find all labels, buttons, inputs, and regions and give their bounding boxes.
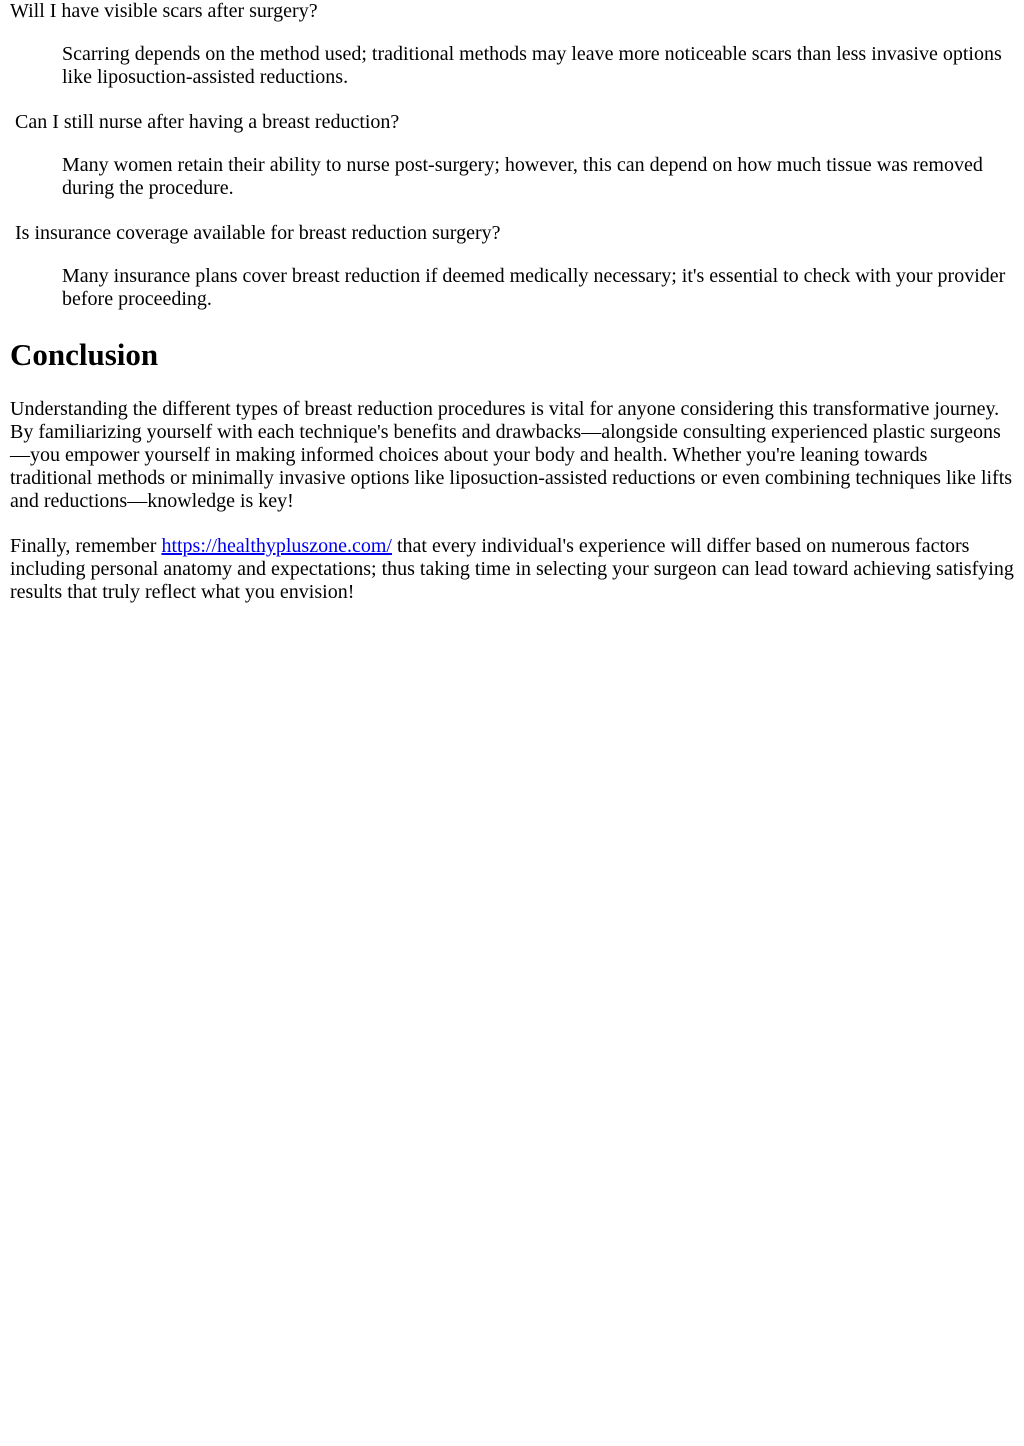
- conclusion-heading: Conclusion: [10, 337, 159, 372]
- healthypluszone-link[interactable]: https://healthypluszone.com/: [161, 535, 392, 557]
- faq-question-scars: Will I have visible scars after surgery?: [10, 0, 318, 22]
- closing-paragraph: [10, 535, 1014, 604]
- faq-answer-insurance: Many insurance plans cover breast reduction if deemed medically necessary; it's essential to check with your provider before proceeding.: [62, 265, 1006, 310]
- faq-answer-scars: Scarring depends on the method used; traditional methods may leave more noticeable scars than less invasive options like liposuction-assisted reductions.: [62, 43, 1002, 88]
- faq-question-insurance: Is insurance coverage available for breast reduction surgery?: [15, 222, 501, 244]
- closing-paragraph-tail: that every individual's experience will differ based on numerous factors including personal anatomy and expectations; thus taking time in selecting your surgeon can lead toward achieving satisfying results that truly reflect what you envision!: [10, 535, 1014, 603]
- faq-answer-nursing: Many women retain their ability to nurse post-surgery; however, this can depend on how much tissue was removed during the procedure.: [62, 154, 983, 199]
- faq-question-nursing: Can I still nurse after having a breast reduction?: [15, 111, 400, 133]
- closing-paragraph-lead: Finally, remember: [10, 535, 162, 557]
- conclusion-paragraph: Understanding the different types of breast reduction procedures is vital for anyone considering this transformative journey. By familiarizing yourself with each technique's benefits and drawbacks—alongside consulting experienced plastic surgeons—you empower yourself in making informed choices about your body and health. Whether you're leaning towards traditional methods or minimally invasive options like liposuction-assisted reductions or even combining techniques like lifts and reductions—knowledge is key!: [10, 398, 1013, 512]
